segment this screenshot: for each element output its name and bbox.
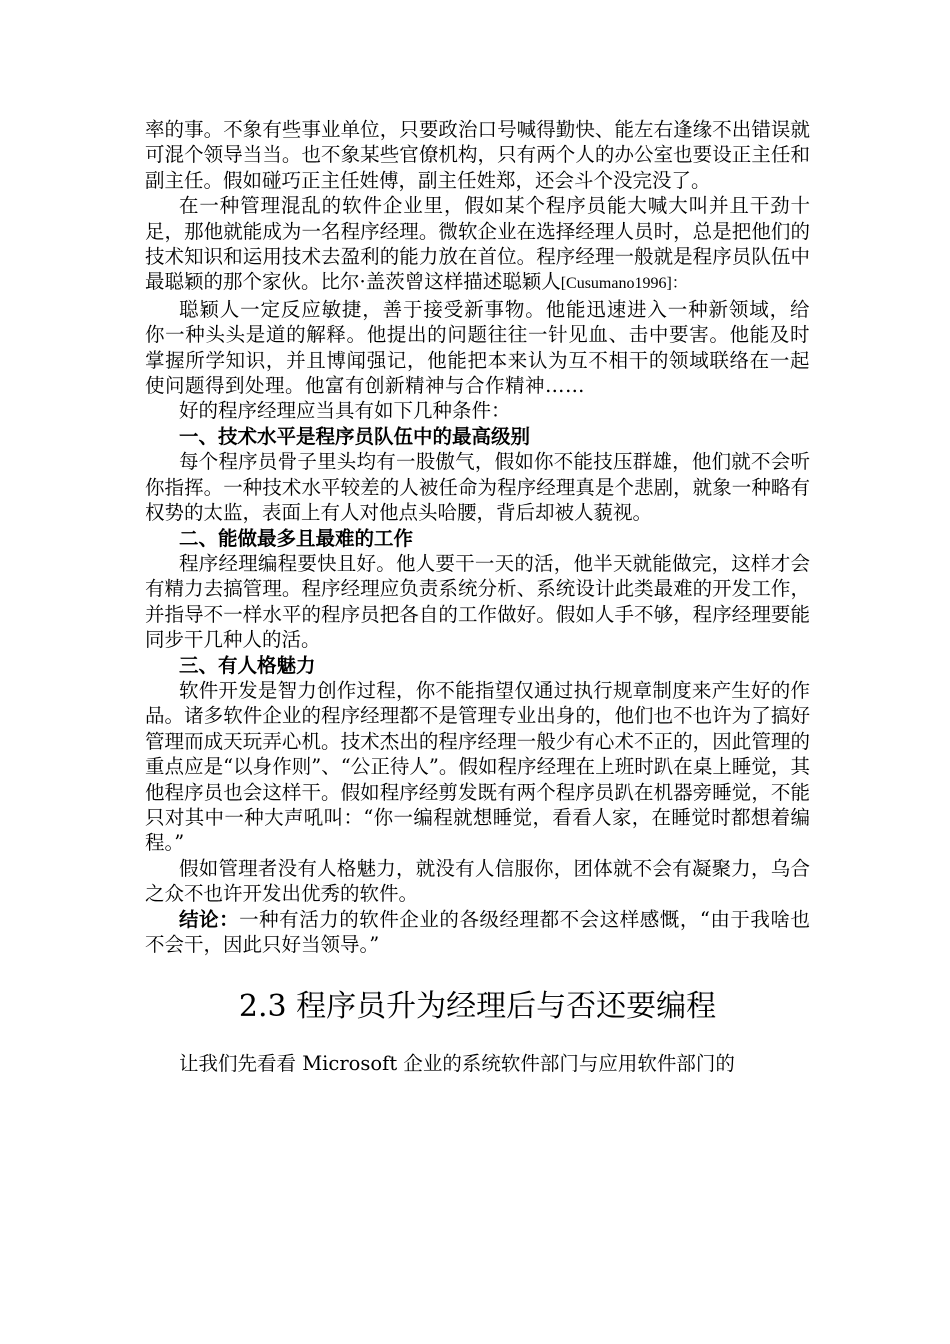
paragraph-5: 软件开发是智力创作过程，你不能指望仅通过执行规章制度来产生好的作品。诸多软件企业的程序经理都不是管理专业出身的，他们也不也许为了搞好管理而成天玩弄心机。技术杰出的程序经理一般少有心术不正的，因此管理的重点应是“以身作则”、“公正待人”。假如程序经理在上班时趴在桌上睡觉，其他程序员也会这样干。假如程序经剪发既有两个程序员趴在机器旁睡觉，不能只对其中一种大声吼叫：“你一编程就想睡觉，看看人家，在睡觉时都想着编程。” [145, 678, 810, 855]
section-title: 2.3 程序员升为经理后与否还要编程 [238, 989, 717, 1025]
paragraph-7: 让我们先看看 Microsoft 企业的系统软件部门与应用软件部门的 [179, 1052, 735, 1076]
conclusion-text: 一种有活力的软件企业的各级经理都不会这样感慨，“由于我啥也不会干，因此只好当领导。” [145, 907, 810, 956]
conclusion-label: 结论： [179, 907, 240, 931]
heading-condition-3: 三、有人格魅力 [179, 653, 316, 677]
conclusion-paragraph [145, 907, 810, 958]
paragraph-1: 率的事。不象有些事业单位，只要政治口号喊得勤快、能左右逢缘不出错误就可混个领导当当。也不象某些官僚机构，只有两个人的办公室也要设正主任和副主任。假如碰巧正主任姓傅，副主任姓郑，还会斗个没完没了。 [145, 118, 810, 192]
heading-condition-1: 一、技术水平是程序员队伍中的最高级别 [179, 424, 531, 448]
paragraph-2 [145, 193, 810, 297]
paragraph-2-text: 在一种管理混乱的软件企业里，假如某个程序员能大喊大叫并且干劲十足，那他就能成为一名程序经理。微软企业在选择经理人员时，总是把他们的技术知识和运用技术去盈利的能力放在首位。程序经理一般就是程序员队伍中最聪颖的那个家伙。比尔·盖茨曾这样描述聪颖人 [145, 194, 810, 294]
paragraph-3: 每个程序员骨子里头均有一股傲气，假如你不能技压群雄，他们就不会听你指挥。一种技术水平较差的人被任命为程序经理真是个悲剧，就象一种略有权势的太监，表面上有人对他点头哈腰，背后却被人藐视。 [145, 450, 810, 525]
paragraph-4: 程序经理编程要快且好。他人要干一天的活，他半天就能做完，这样才会有精力去搞管理。程序经理应负责系统分析、系统设计此类最难的开发工作，并指导不一样水平的程序员把各自的工作做好。假如人手不够，程序经理要能同步干几种人的活。 [145, 551, 810, 652]
document-page [145, 117, 810, 1077]
heading-condition-2: 二、能做最多且最难的工作 [179, 526, 414, 550]
citation: [Cusumano1996]： [560, 275, 688, 293]
quote-paragraph: 聪颖人一定反应敏捷，善于接受新事物。他能迅速进入一种新领域，给你一种头头是道的解释。他提出的问题往往一针见血、击中要害。他能及时掌握所学知识，并且博闻强记，他能把本来认为互不相干的领域联络在一起使问题得到处理。他富有创新精神与合作精神…… [145, 297, 810, 398]
conditions-intro: 好的程序经理应当具有如下几种条件： [179, 399, 511, 423]
paragraph-6: 假如管理者没有人格魅力，就没有人信服你，团体就不会有凝聚力，乌合之众不也许开发出优秀的软件。 [145, 856, 810, 906]
